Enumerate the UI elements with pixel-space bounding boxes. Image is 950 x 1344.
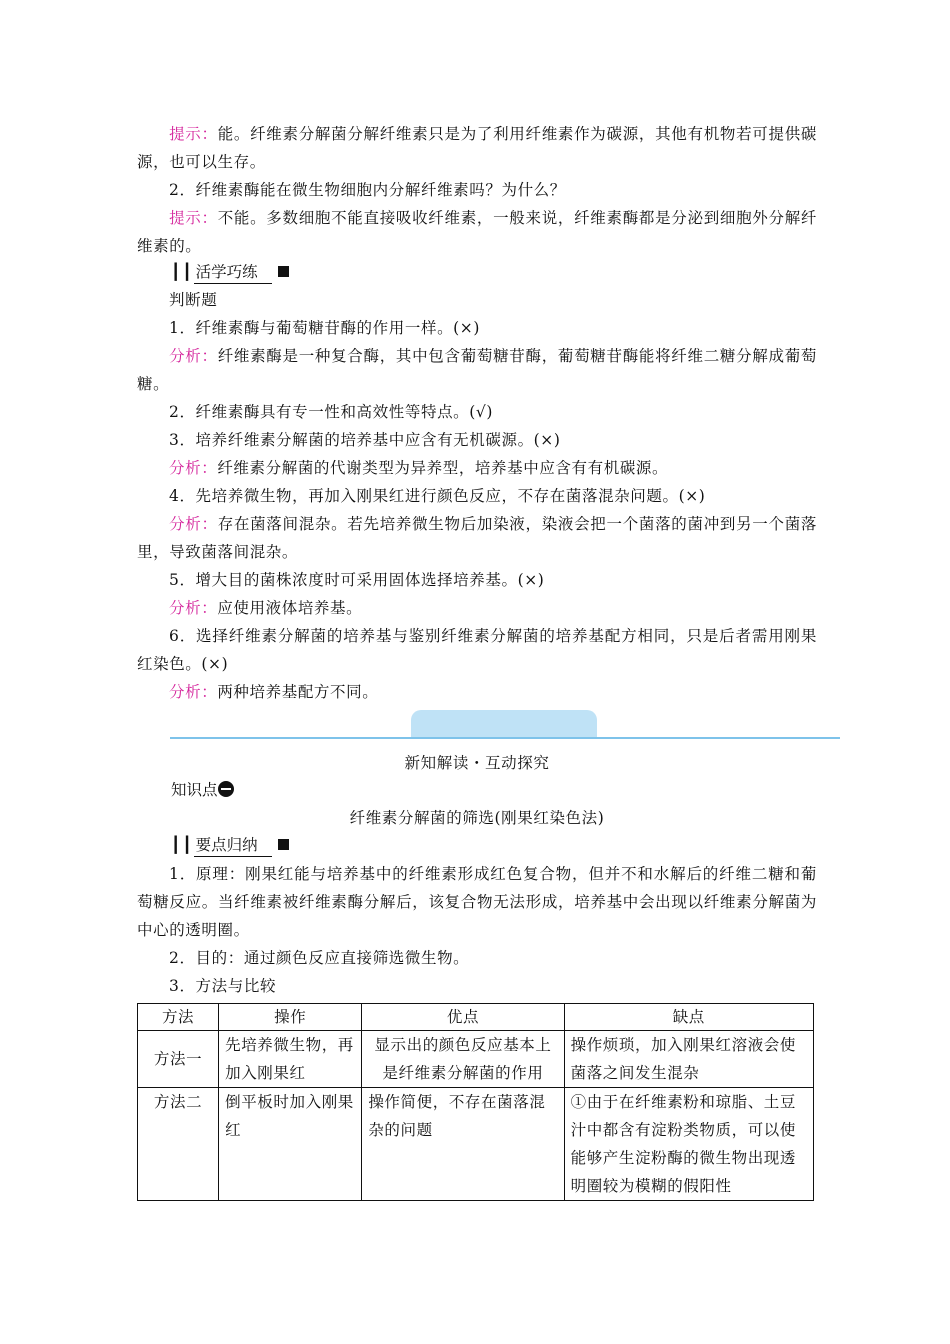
table-cell: ①由于在纤维素粉和琼脂、土豆汁中都含有淀粉类物质，可以使能够产生淀粉酶的微生物出现透明圈较为模糊的假阳性 [564, 1088, 813, 1201]
practice-heading [171, 261, 289, 284]
hint-label: 提示： [169, 125, 218, 143]
practice-heading-title: 活学巧练 [194, 261, 272, 284]
summary-heading-title: 要点归纳 [194, 834, 272, 857]
judge-item-2: 2．纤维素酶具有专一性和高效性等特点。(√) [169, 403, 494, 421]
analysis-text: 应使用液体培养基。 [217, 599, 363, 617]
table-header-cell: 方法 [138, 1004, 219, 1031]
judge-item-4: 4．先培养微生物，再加入刚果红进行颜色反应，不存在菌落混杂问题。(×) [169, 487, 706, 505]
analysis-label: 分析： [169, 515, 218, 533]
analysis-label: 分析： [169, 599, 218, 617]
table-cell: 方法二 [138, 1088, 219, 1201]
point-3: 3．方法与比较 [169, 977, 277, 995]
section-banner-tab [411, 710, 597, 738]
section-banner-title: 新知解读・互动探究 [404, 754, 550, 772]
summary-heading [171, 834, 289, 857]
analysis-text: 纤维素酶是一种复合酶，其中包含葡萄糖苷酶，葡萄糖苷酶能将纤维二糖分解成葡萄糖。 [137, 347, 817, 393]
judge-item-5: 5．增大目的菌株浓度时可采用固体选择培养基。(×) [169, 571, 545, 589]
analysis-label: 分析： [169, 459, 218, 477]
hint-text: 不能。多数细胞不能直接吸收纤维素，一般来说，纤维素酶都是分泌到细胞外分解纤维素的。 [137, 209, 817, 255]
knowledge-point-text: 知识点 [171, 781, 218, 799]
section-banner-line [170, 737, 840, 739]
analysis-text: 两种培养基配方不同。 [217, 683, 379, 701]
square-icon [278, 266, 289, 277]
table-header-cell: 操作 [219, 1004, 362, 1031]
analysis-label: 分析： [169, 347, 218, 365]
analysis-6 [137, 678, 817, 706]
question-type: 判断题 [169, 291, 218, 309]
knowledge-point-label [171, 778, 234, 802]
analysis-4 [137, 510, 817, 566]
table-header-cell: 缺点 [564, 1004, 813, 1031]
table-cell: 操作简便，不存在菌落混杂的问题 [362, 1088, 564, 1201]
comparison-table [137, 1003, 814, 1201]
table-row [138, 1031, 814, 1088]
judge-item-6: 6．选择纤维素分解菌的培养基与鉴别纤维素分解菌的培养基配方相同，只是后者需用刚果红染色。(×) [137, 627, 817, 673]
question-2: 2．纤维素酶能在微生物细胞内分解纤维素吗？为什么？ [169, 181, 566, 199]
table-cell: 方法一 [138, 1031, 219, 1088]
table-header-row [138, 1004, 814, 1031]
heading-bars-icon: ┃┃ [171, 262, 194, 281]
judge-item-1: 1．纤维素酶与葡萄糖苷酶的作用一样。(×) [169, 319, 481, 337]
table-cell: 先培养微生物，再加入刚果红 [219, 1031, 362, 1088]
hint-text: 能。纤维素分解菌分解纤维素只是为了利用纤维素作为碳源，其他有机物若可提供碳源，也可以生存。 [137, 125, 817, 171]
hint-paragraph-1 [137, 120, 817, 176]
analysis-5 [137, 594, 817, 622]
analysis-label: 分析： [169, 683, 218, 701]
point-1: 1．原理：刚果红能与培养基中的纤维素形成红色复合物，但并不和水解后的纤维二糖和葡萄糖反应。当纤维素被纤维素酶分解后，该复合物无法形成，培养基中会出现以纤维素分解菌为中心的透明圈。 [137, 865, 817, 939]
table-row [138, 1088, 814, 1201]
hint-paragraph-2 [137, 204, 817, 260]
table-header-cell: 优点 [362, 1004, 564, 1031]
table-cell: 操作烦琐，加入刚果红溶液会使菌落之间发生混杂 [564, 1031, 813, 1088]
judge-item-3: 3．培养纤维素分解菌的培养基中应含有无机碳源。(×) [169, 431, 561, 449]
table-cell: 显示出的颜色反应基本上是纤维素分解菌的作用 [362, 1031, 564, 1088]
analysis-3 [137, 454, 817, 482]
hint-label: 提示： [169, 209, 218, 227]
point-2: 2．目的：通过颜色反应直接筛选微生物。 [169, 949, 470, 967]
number-one-circle-icon [218, 781, 234, 797]
heading-bars-icon: ┃┃ [171, 835, 194, 854]
analysis-text: 存在菌落间混杂。若先培养微生物后加染液，染液会把一个菌落的菌冲到另一个菌落里，导致菌落间混杂。 [137, 515, 817, 561]
analysis-text: 纤维素分解菌的代谢类型为异养型，培养基中应含有有机碳源。 [217, 459, 669, 477]
square-icon [278, 839, 289, 850]
table-cell: 倒平板时加入刚果红 [219, 1088, 362, 1201]
topic-title: 纤维素分解菌的筛选(刚果红染色法) [349, 809, 605, 827]
analysis-1 [137, 342, 817, 398]
